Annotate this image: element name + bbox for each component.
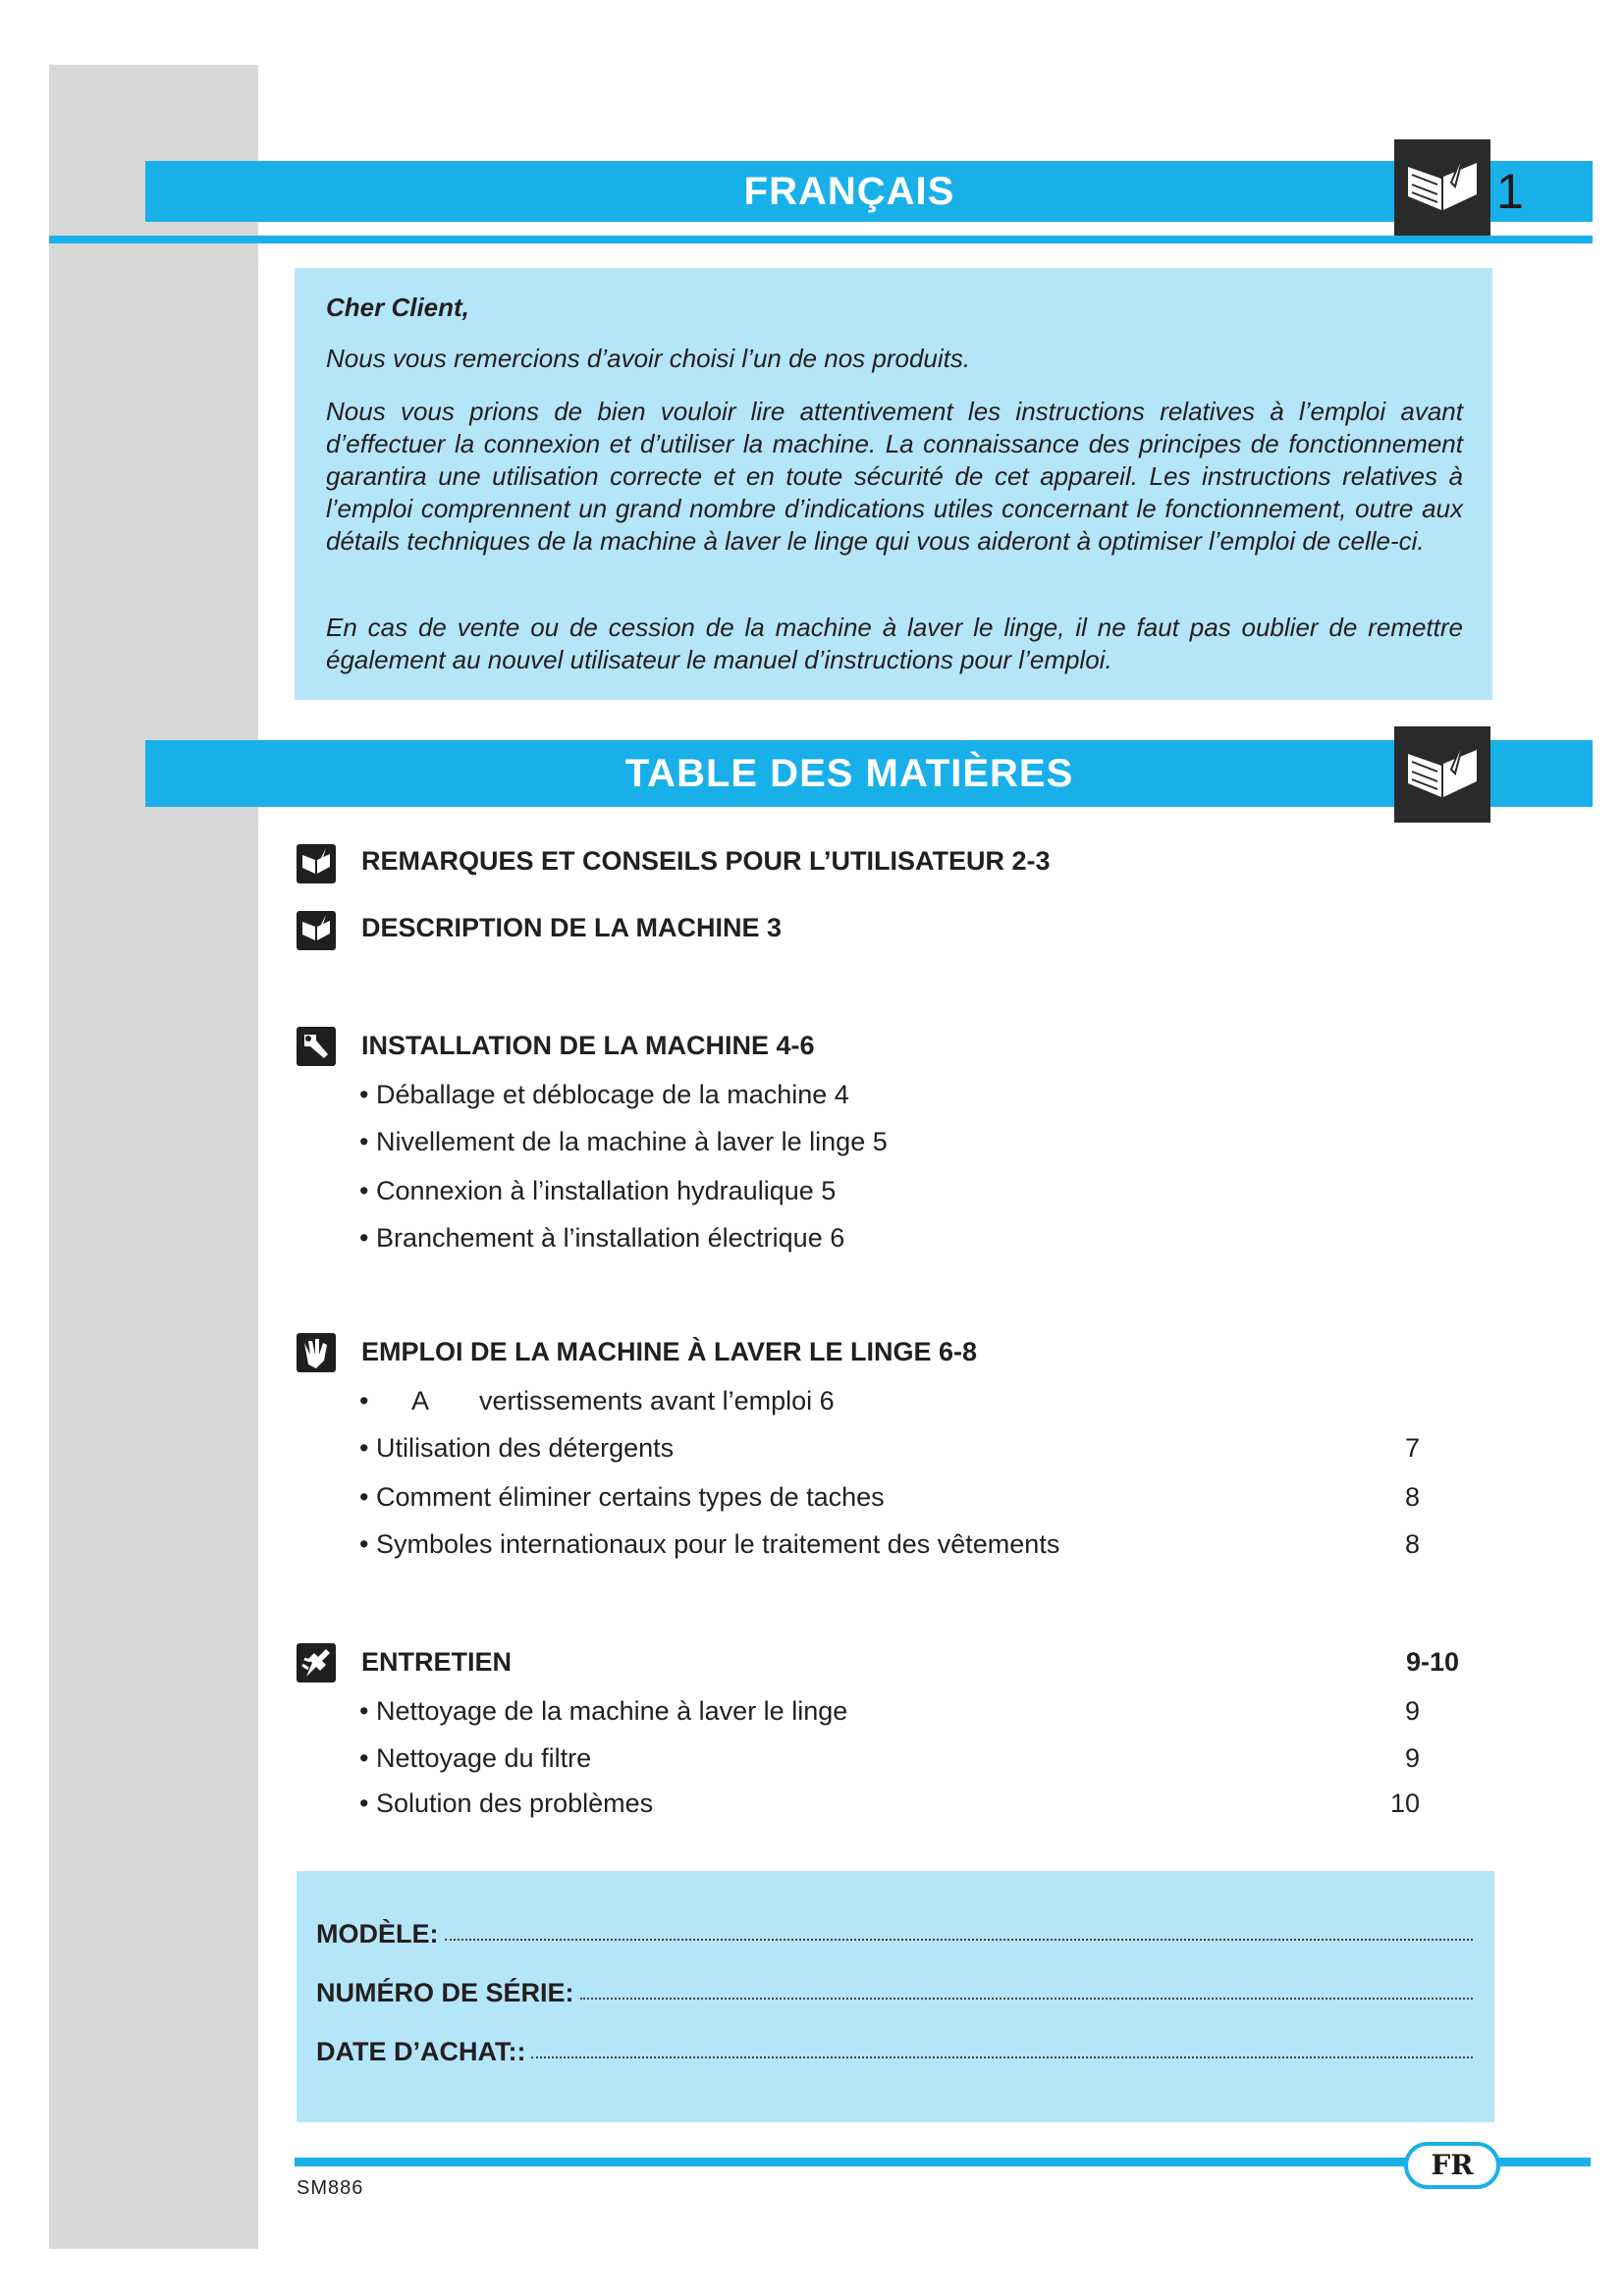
header-banner [145, 161, 1593, 222]
toc-page-ref: 9 [1404, 1696, 1420, 1726]
toc-page-ref: 7 [1404, 1433, 1420, 1463]
toc-item: • Solution des problèmes [359, 1789, 654, 1818]
book-icon [297, 911, 336, 950]
intro-paragraph-3: En cas de vente ou de cession de la machine à laver le linge, il ne faut pas oublier de remettre également au nouvel utilisateur le manuel d’instructions pour l’emploi. [326, 613, 1463, 674]
toc-banner [145, 740, 1593, 807]
purchase-date-label: DATE D’ACHAT:: [316, 2037, 526, 2066]
toc-item: • Nettoyage du filtre [359, 1743, 592, 1773]
model-field[interactable] [316, 1910, 1473, 1949]
toc-section-title: EMPLOI DE LA MACHINE À LAVER LE LINGE 6-8 [361, 1337, 978, 1366]
toc-item: • Utilisation des détergents [359, 1433, 675, 1463]
toc-item: • Déballage et déblocage de la machine 4 [359, 1080, 849, 1109]
book-icon [1394, 726, 1490, 823]
intro-paragraph-1: Nous vous remercions d’avoir choisi l’un de nos produits. [326, 344, 971, 373]
toc-title: TABLE DES MATIÈRES [624, 752, 1074, 795]
toc-section-title: ENTRETIEN [361, 1647, 513, 1677]
language-badge: FR [1404, 2142, 1500, 2189]
intro-panel [295, 268, 1492, 700]
hand-icon [297, 1333, 336, 1372]
book-icon [297, 844, 336, 883]
toc-item: • A vertissements avant l’emploi 6 [359, 1386, 835, 1415]
toc-item: • Branchement à l’installation électrique 6 [359, 1223, 845, 1253]
model-fill-line[interactable] [445, 1939, 1474, 1941]
toc-item: • Connexion à l’installation hydraulique 5 [359, 1176, 837, 1205]
book-icon [1394, 139, 1490, 236]
wrench-icon [297, 1027, 336, 1066]
toc-section-title: DESCRIPTION DE LA MACHINE 3 [361, 913, 783, 942]
page-number: 1 [1496, 164, 1524, 219]
serial-number-fill-line[interactable] [580, 1998, 1473, 2000]
page-language-title: FRANÇAIS [743, 170, 955, 213]
header-underline [49, 236, 1593, 243]
toc-section-title: INSTALLATION DE LA MACHINE 4-6 [361, 1031, 815, 1060]
left-margin-band [49, 65, 258, 2249]
toc-item: • Nivellement de la machine à laver le linge 5 [359, 1127, 888, 1156]
greeting: Cher Client, [326, 293, 469, 322]
serial-number-label: NUMÉRO DE SÉRIE: [316, 1978, 574, 2007]
toc-page-ref: 10 [1389, 1789, 1420, 1818]
product-info-panel [297, 1871, 1494, 2122]
toc-item: • Comment éliminer certains types de taches [359, 1482, 885, 1512]
document-code: SM886 [297, 2177, 364, 2199]
footer-line [295, 2158, 1591, 2166]
maintenance-icon [297, 1643, 336, 1682]
toc-page-ref: 9 [1404, 1743, 1420, 1773]
toc-page-ref: 8 [1404, 1529, 1420, 1559]
model-label: MODÈLE: [316, 1919, 439, 1949]
toc-item: • Nettoyage de la machine à laver le linge [359, 1696, 848, 1726]
toc-item: • Symboles internationaux pour le traitement des vêtements [359, 1529, 1060, 1559]
intro-paragraph-2: Nous vous prions de bien vouloir lire attentivement les instructions relatives à l’emploi avant d’effectuer la connexion et d’utiliser la machine. La connaissance des principes de fonctionnement garantira une utilisation correcte et en toute sécurité de cet appareil. Les instructions relatives à l’emploi comprennent un grand nombre d’indications utiles concernant le fonctionnement, outre aux détails techniques de la machine à laver le linge qui vous aideront à optimiser l’emploi de celle-ci. [326, 397, 1463, 556]
purchase-date-field[interactable] [316, 2028, 1473, 2067]
toc-page-ref: 8 [1404, 1482, 1420, 1512]
purchase-date-fill-line[interactable] [531, 2056, 1473, 2058]
toc-section-title: REMARQUES ET CONSEILS POUR L’UTILISATEUR 2-3 [361, 846, 1051, 876]
toc-section-page: 9-10 [1405, 1647, 1459, 1677]
serial-number-field[interactable] [316, 1969, 1473, 2008]
